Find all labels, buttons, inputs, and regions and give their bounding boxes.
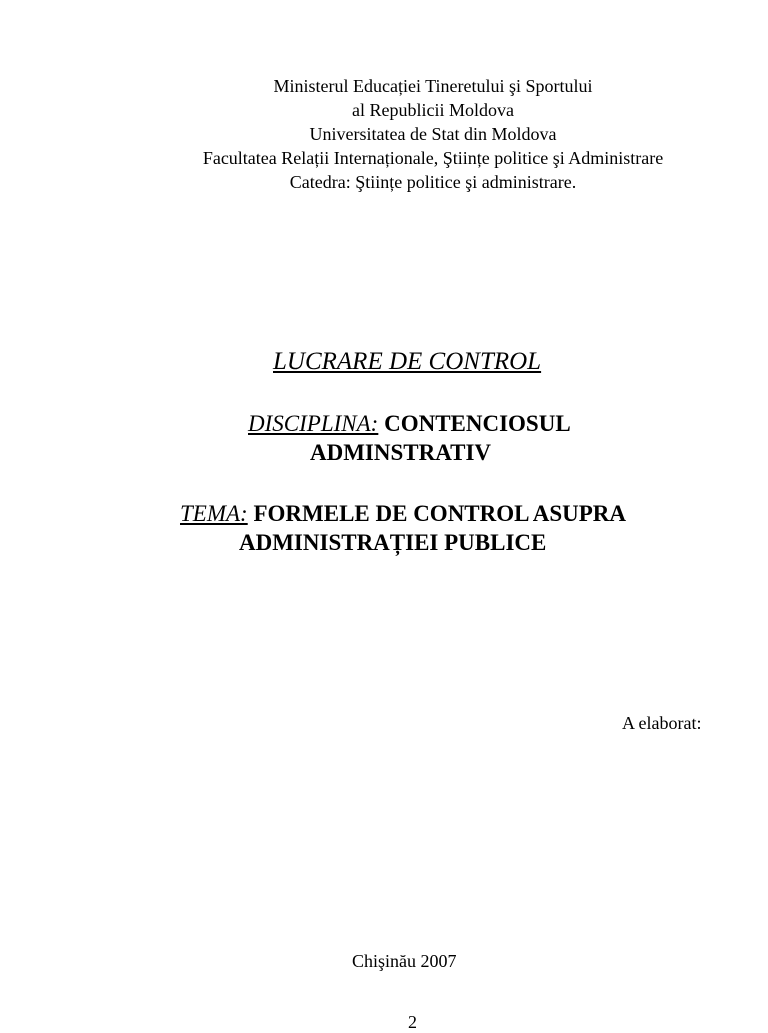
author-label: A elaborat: bbox=[622, 713, 702, 733]
ministry-line: Ministerul Educației Tineretului şi Sportului bbox=[273, 76, 593, 96]
faculty-line: Facultatea Relații Internaționale, Ştiințe politice şi Administrare bbox=[202, 148, 664, 168]
place-year: Chişinău 2007 bbox=[352, 951, 457, 971]
discipline-value-line1: CONTENCIOSUL bbox=[384, 411, 571, 436]
discipline-value-line2: ADMINSTRATIV bbox=[310, 440, 492, 465]
discipline-label: DISCIPLINA: bbox=[248, 411, 379, 436]
page-number: 2 bbox=[408, 1012, 417, 1032]
document-title: LUCRARE DE CONTROL bbox=[273, 348, 542, 375]
topic-value-line1: FORMELE DE CONTROL ASUPRA bbox=[253, 501, 626, 526]
republic-line: al Republicii Moldova bbox=[352, 100, 514, 120]
topic-value-line2: ADMINISTRAȚIEI PUBLICE bbox=[239, 530, 547, 555]
university-line: Universitatea de Stat din Moldova bbox=[309, 124, 557, 144]
topic-block bbox=[180, 499, 626, 557]
discipline-block bbox=[248, 409, 571, 467]
institution-header bbox=[0, 74, 768, 194]
topic-label: TEMA: bbox=[180, 501, 248, 526]
department-line: Catedra: Ştiințe politice şi administrare. bbox=[289, 172, 577, 192]
